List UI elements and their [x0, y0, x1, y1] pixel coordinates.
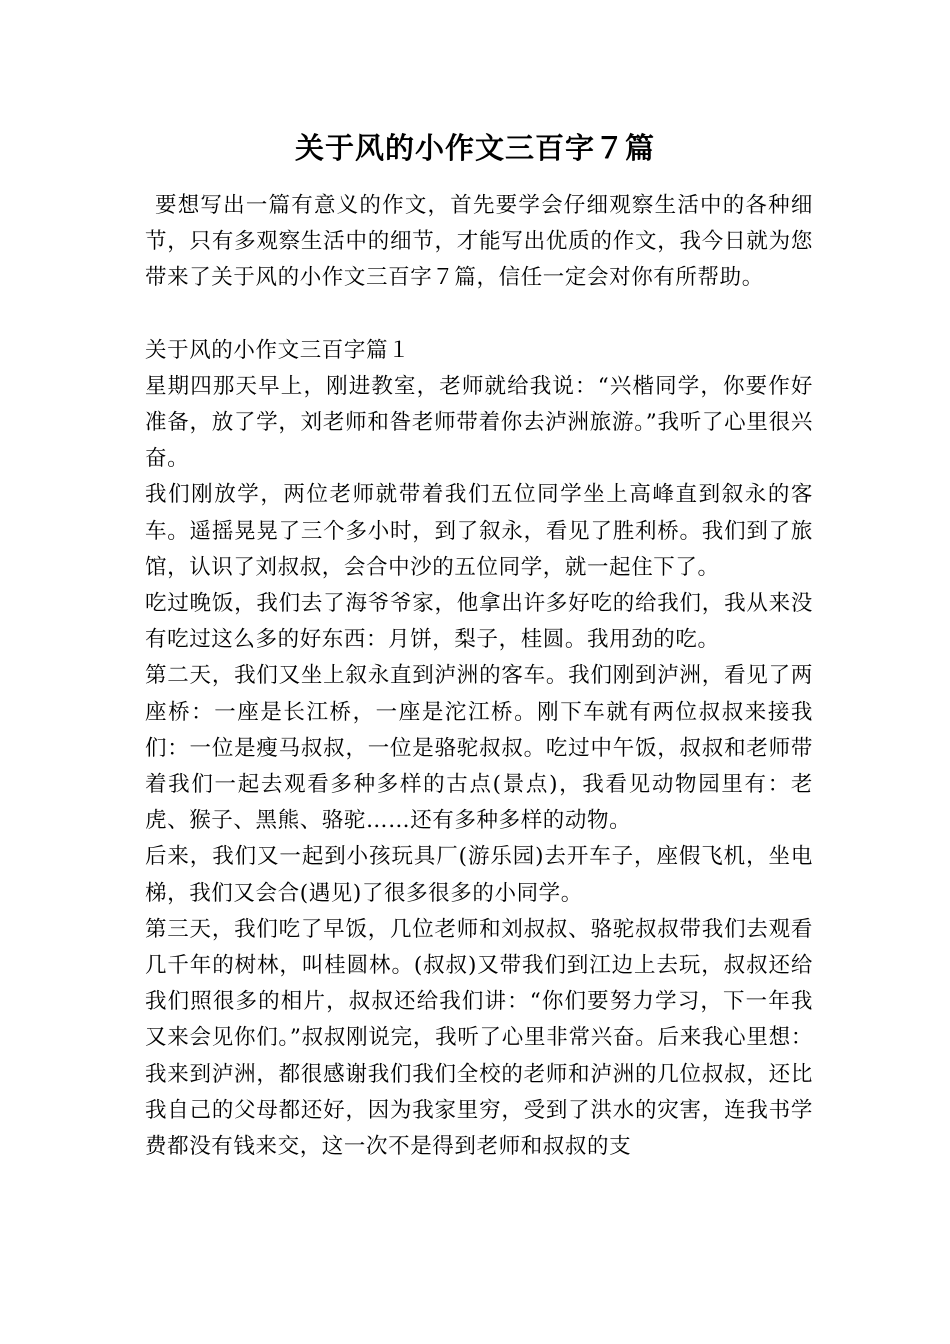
body-paragraph-4: 第二天，我们又坐上叙永直到泸洲的客车。我们刚到泸洲，看见了两座桥：一座是长江桥，一座是沱江桥。刚下车就有两位叔叔来接我们：一位是瘦马叔叔，一位是骆驼叔叔。吃过中午饭，叔叔和老师带着我们一起去观看多种多样的古点(景点)，我看见动物园里有：老虎、猴子、黑熊、骆驼……还有多种多样的动物。 — [145, 663, 813, 834]
body-paragraph-2: 我们刚放学，两位老师就带着我们五位同学坐上高峰直到叙永的客车。遥摇晃晃了三个多小时，到了叙永，看见了胜利桥。我们到了旅馆，认识了刘叔叔，会合中沙的五位同学，就一起住下了。 — [145, 482, 813, 580]
body-paragraph-6: 第三天，我们吃了早饭，几位老师和刘叔叔、骆驼叔叔带我们去观看几千年的树林，叫桂圆林。(叔叔)又带我们到江边上去玩，叔叔还给我们照很多的相片，叔叔还给我们讲：“你们要努力学习，下一年我又来会见你们。”叔叔刚说完，我听了心里非常兴奋。后来我心里想：我来到泸洲，都很感谢我们我们全校的老师和泸洲的几位叔叔，还比我自己的父母都还好，因为我家里穷，受到了洪水的灾害，连我书学费都没有钱来交，这一次不是得到老师和叔叔的支 — [145, 916, 813, 1160]
document-title: 关于风的小作文三百字７篇 — [294, 131, 655, 165]
intro-paragraph: 要想写出一篇有意义的作文，首先要学会仔细观察生活中的各种细节，只有多观察生活中的细节，才能写出优质的作文，我今日就为您带来了关于风的小作文三百字７篇，信任一定会对你有所帮助。 — [145, 193, 813, 291]
body-paragraph-1: 星期四那天早上，刚进教室，老师就给我说：“兴楷同学，你要作好准备，放了学，刘老师和昝老师带着你去泸洲旅游。”我听了心里很兴奋。 — [145, 373, 813, 472]
document-body — [145, 188, 813, 1165]
body-paragraph-5: 后来，我们又一起到小孩玩具厂(游乐园)去开车子，座假飞机，坐电梯，我们又会合(遇见)了很多很多的小同学。 — [145, 844, 813, 906]
paragraph-spacer — [145, 297, 813, 333]
body-paragraph-3: 吃过晚饭，我们去了海爷爷家，他拿出许多好吃的给我们，我从来没有吃过这么多的好东西：月饼，梨子，桂圆。我用劲的吃。 — [145, 591, 813, 653]
section-heading: 关于风的小作文三百字篇１ — [145, 337, 411, 363]
